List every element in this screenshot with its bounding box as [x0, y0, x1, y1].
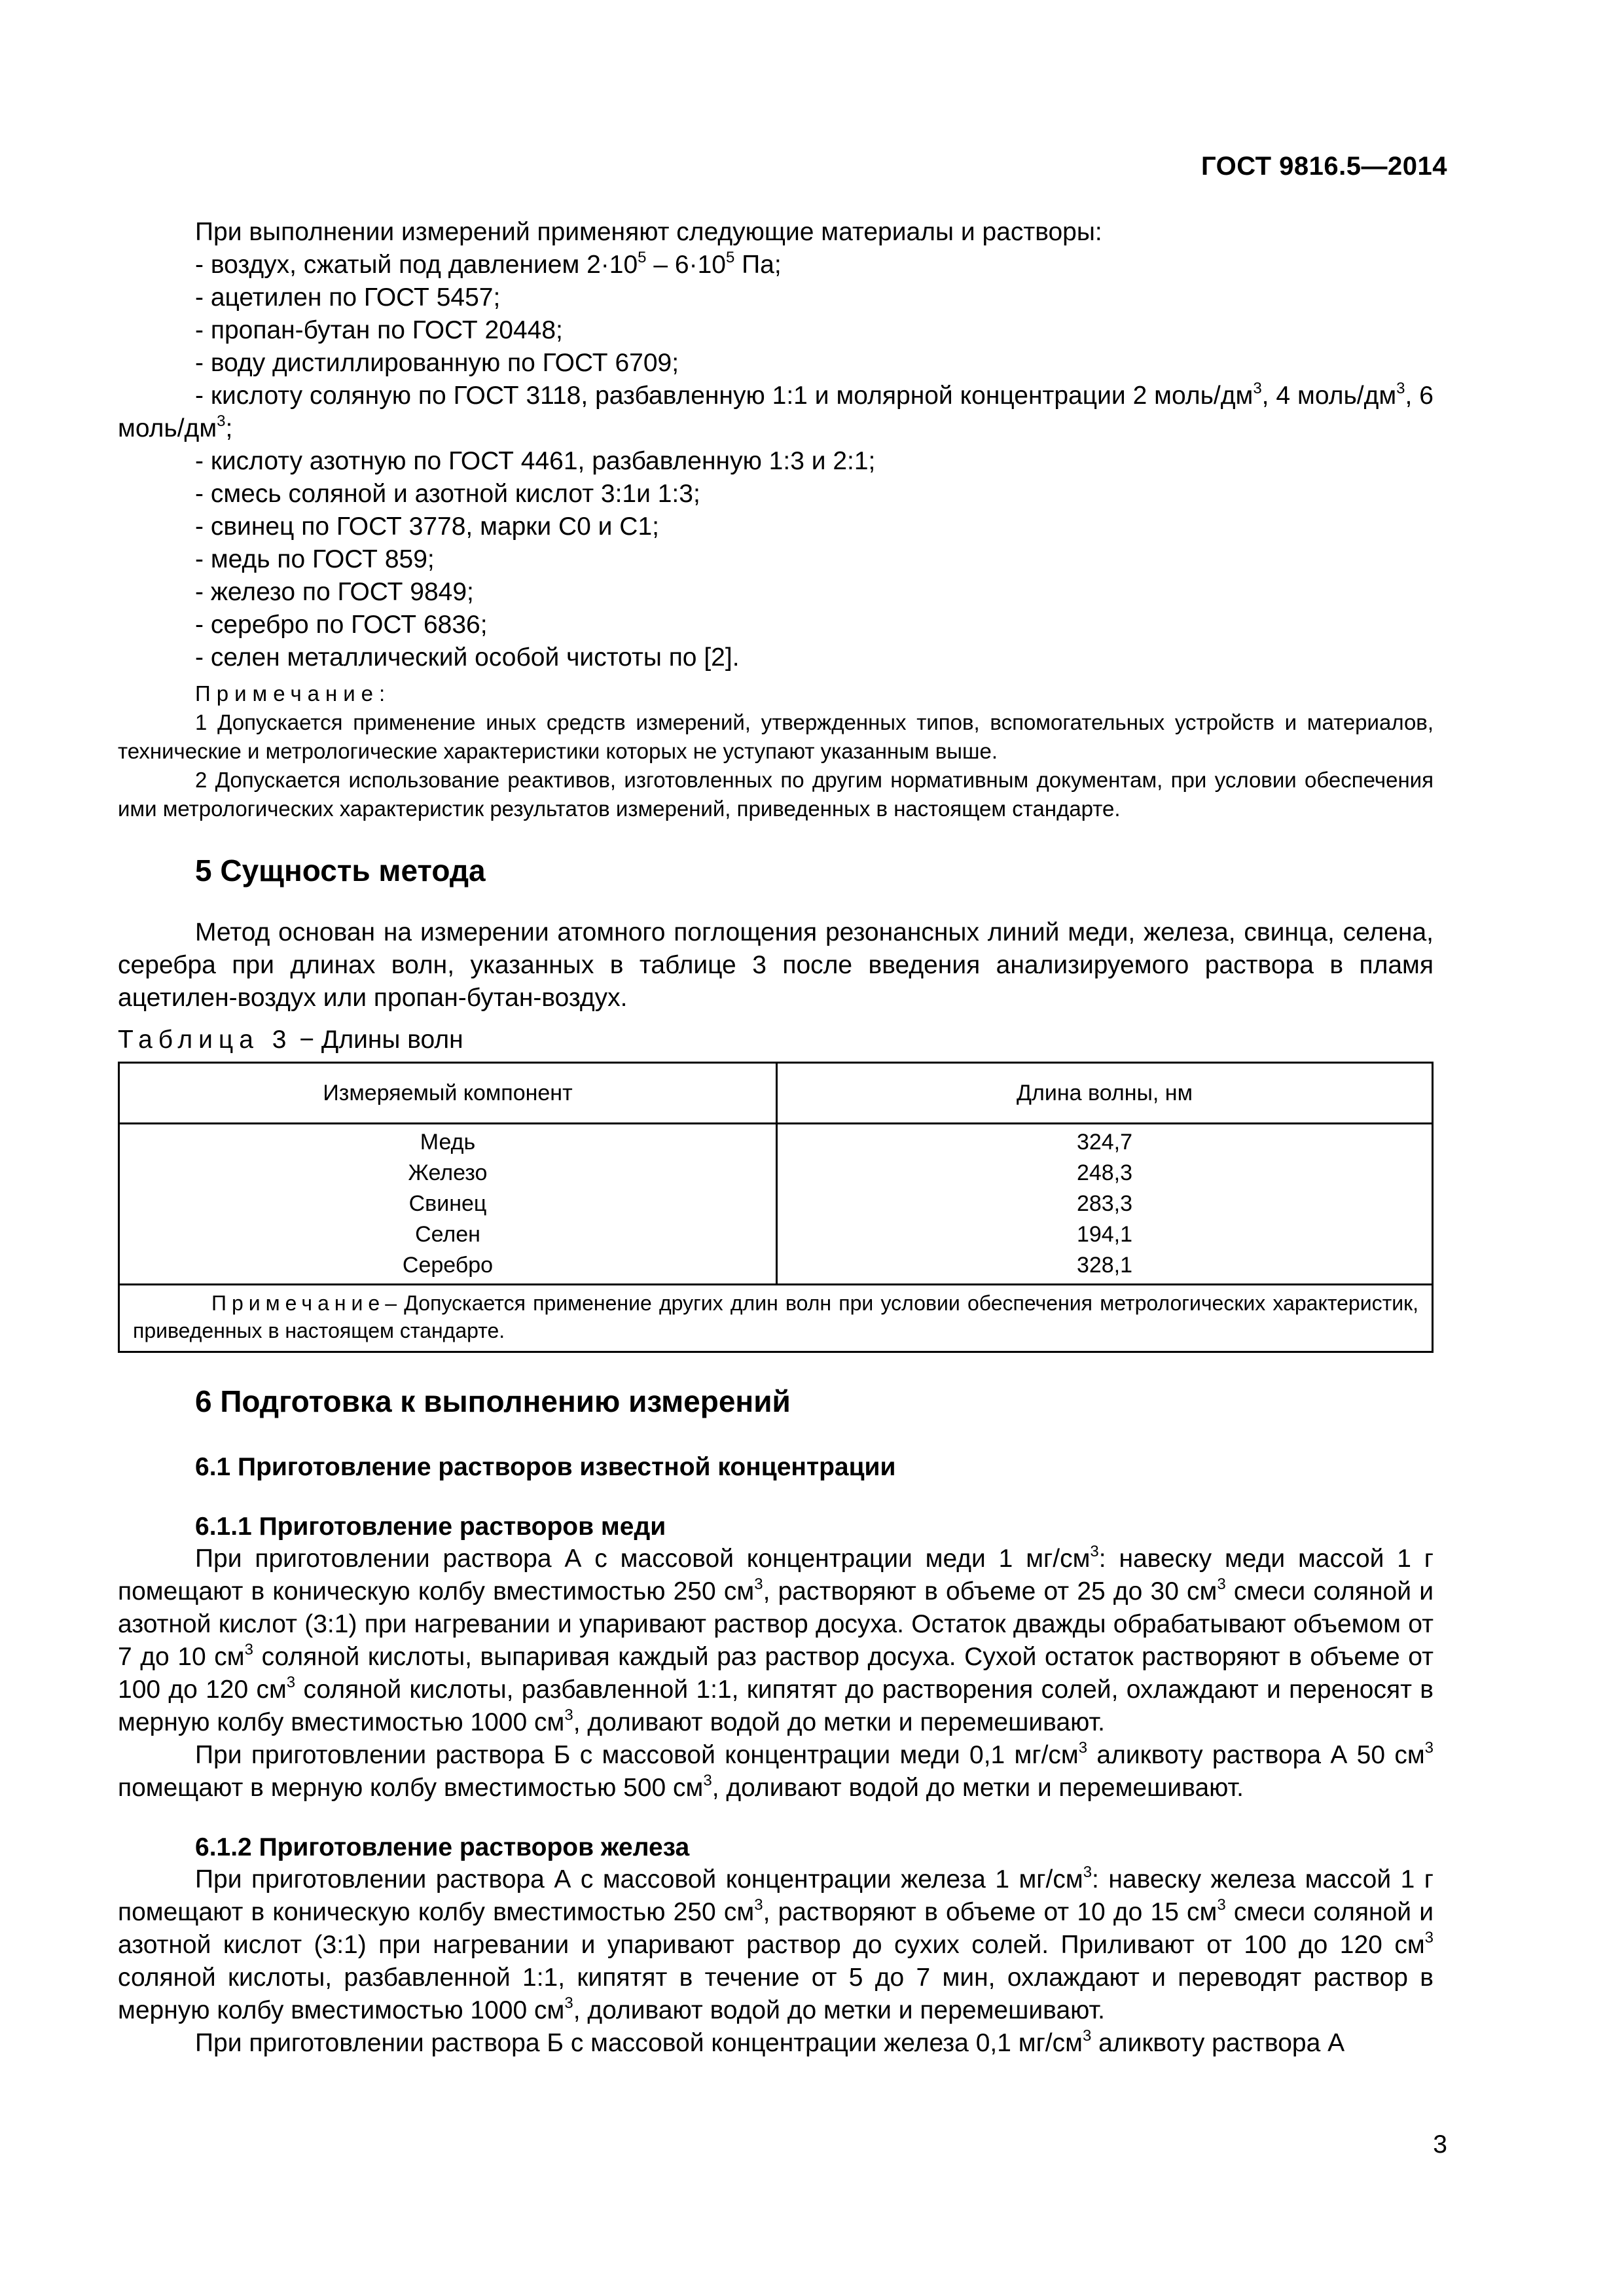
note-block	[118, 679, 1434, 823]
table-row: 324,7	[1076, 1130, 1133, 1155]
iron-solution-b-text: При приготовлении раствора Б с массовой концентрации железа 0,1 $мг/см^3$ аликвоту раствора А	[195, 2027, 1345, 2057]
section-6-heading: 6 Подготовка к выполнению измерений	[195, 1384, 791, 1418]
table-cell-wavelengths	[777, 1124, 1433, 1285]
standard-code: ГОСТ 9816.5—2014	[1200, 152, 1447, 181]
page-number: 3	[1433, 2130, 1447, 2159]
note-label: Примечание:	[195, 681, 391, 706]
copper-solution-a-text: При приготовлении раствора А с массовой концентрации меди 1 $мг/см^3$: навеску меди массой 1 г помещают в коническую колбу вместимостью 250 $см^3$, растворяют в объеме от 25 до 30 $см^3$ смеси соляной и азотной кислот (3:1) при нагревании и упаривают раствор досуха. Остаток дважды обрабатывают объемом от 7 до 10 $см^3$ соляной кислоты, выпаривая каждый раз раствор досуха. Сухой остаток растворяют в объеме от 100 до 120 $см^3$ соляной кислоты, разбавленной 1:1, кипятят до растворения солей, охлаждают и переносят в мерную колбу вместимостью 1000 $см^3$, доливают водой до метки и перемешивают.	[118, 1543, 1434, 1736]
section-6-1-2-heading: 6.1.2 Приготовление растворов железа	[195, 1833, 690, 1861]
note-item-1: 1 Допускается применение иных средств измерений, утвержденных типов, вспомогательных устройств и материалов, технические и метрологические характеристики которых не уступают указанным выше.	[118, 710, 1434, 763]
list-item: - воду дистиллированную по ГОСТ 6709;	[195, 349, 679, 377]
table-row: Железо	[408, 1160, 488, 1185]
list-item: - пропан-бутан по ГОСТ 20448;	[195, 316, 563, 344]
note-item-2: 2 Допускается использование реактивов, изготовленных по другим нормативным документам, при условии обеспечения ими метрологических характеристик результатов измерений, приведенных в настоящем стандарте.	[118, 768, 1434, 821]
section-5-heading: 5 Сущность метода	[195, 853, 486, 888]
list-item: - медь по ГОСТ 859;	[195, 545, 435, 573]
list-item: - свинец по ГОСТ 3778, марки С0 и С1;	[195, 512, 659, 541]
materials-intro: При выполнении измерений применяют следующие материалы и растворы:	[195, 218, 1102, 246]
table-row: Селен	[415, 1222, 480, 1247]
table-note: Примечание– Допускается применение других длин волн при условии обеспечения метрологических характеристик, приведенных в настоящем стандарте.	[119, 1285, 1433, 1352]
table-header-component: Измеряемый компонент	[119, 1063, 777, 1124]
list-item-hydrochloric-acid: - кислоту соляную по ГОСТ 3118, разбавленную 1:1 и молярной концентрации 2 моль/$дм^3$, 4 моль/$дм^3$, 6 моль/$дм^3$;	[118, 380, 1434, 442]
table-cell-components	[119, 1124, 777, 1285]
list-item: - селен металлический особой чистоты по [2].	[195, 643, 740, 672]
table-row: Свинец	[408, 1191, 487, 1216]
section-6-1-1-heading: 6.1.1 Приготовление растворов меди	[195, 1513, 666, 1541]
table-row: 194,1	[1076, 1222, 1133, 1247]
table-row: 328,1	[1076, 1253, 1133, 1278]
list-item: - кислоту азотную по ГОСТ 4461, разбавленную 1:3 и 2:1;	[195, 447, 876, 475]
list-item: - смесь соляной и азотной кислот 3:1и 1:3;	[195, 480, 700, 508]
list-item: - серебро по ГОСТ 6836;	[195, 611, 488, 639]
table-3	[118, 1062, 1434, 1353]
page-content	[118, 216, 1434, 2060]
section-6-1-heading: 6.1 Приготовление растворов известной концентрации	[195, 1453, 896, 1481]
table-row: Серебро	[402, 1253, 494, 1278]
table-row: Медь	[420, 1130, 476, 1155]
list-item: - ацетилен по ГОСТ 5457;	[195, 283, 501, 312]
table-row: 283,3	[1076, 1191, 1133, 1216]
copper-solution-b-text: При приготовлении раствора Б с массовой концентрации меди 0,1 $мг/см^3$ аликвоту раствора А 50 $см^3$ помещают в мерную колбу вместимостью 500 $см^3$, доливают водой до метки и перемешивают.	[118, 1739, 1434, 1802]
list-item-air: - воздух, сжатый под давлением $2\cdot 10^5 - 6\cdot 10^5$ Па;	[195, 249, 782, 279]
table-3-caption: Таблица 3 − Длины волн	[118, 1026, 463, 1054]
table-row: 248,3	[1076, 1160, 1133, 1185]
table-header-wavelength: Длина волны, нм	[777, 1063, 1433, 1124]
section-5-text: Метод основан на измерении атомного поглощения резонансных линий меди, железа, свинца, селена, серебра при длинах волн, указанных в таблице 3 после введения анализируемого раствора в пламя ацетилен-воздух или пропан-бутан-воздух.	[118, 918, 1434, 1012]
iron-solution-a-text: При приготовлении раствора А с массовой концентрации железа 1 $мг/см^3$: навеску железа массой 1 г помещают в коническую колбу вместимостью 250 $см^3$, растворяют в объеме от 10 до 15 $см^3$ смеси соляной и азотной кислот (3:1) при нагревании и упаривают раствор до сухих солей. Приливают от 100 до 120 $см^3$ соляной кислоты, разбавленной 1:1, кипятят в течение от 5 до 7 мин, охлаждают и переводят раствор в мерную колбу вместимостью 1000 $см^3$, доливают водой до метки и перемешивают.	[118, 1863, 1434, 2024]
list-item: - железо по ГОСТ 9849;	[195, 578, 474, 606]
